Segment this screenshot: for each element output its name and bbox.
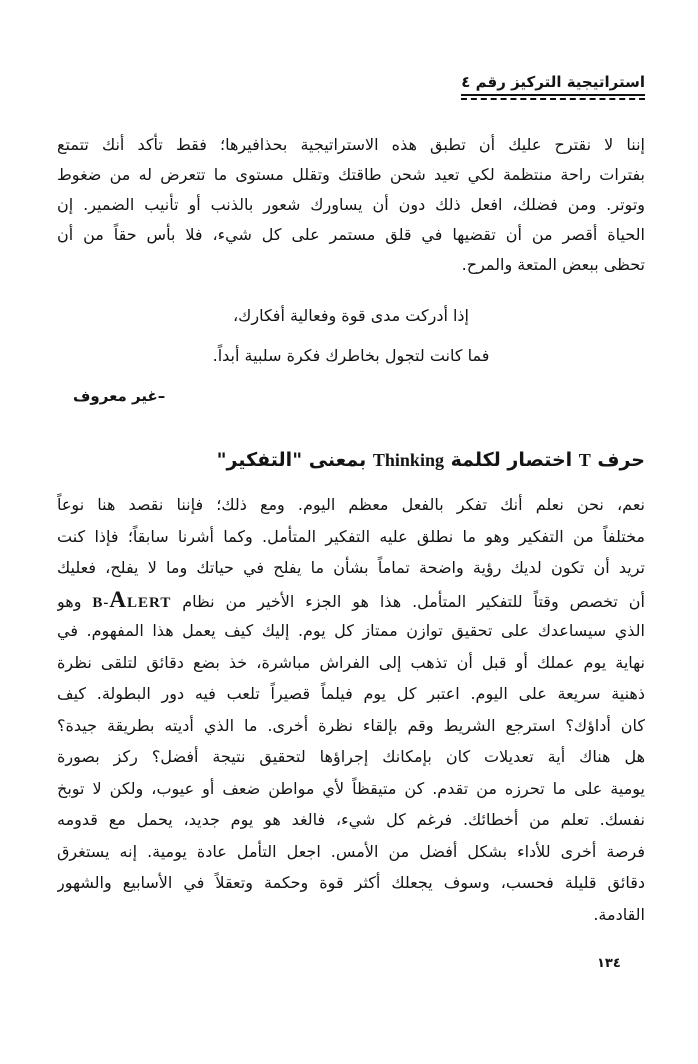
balert-logo-a: A	[109, 586, 127, 612]
text-line: نفسك. تعلم من أخطائك. فرغم كل شيء، فالغد هو يوم جديد، يحمل مع قدومه	[57, 810, 645, 829]
running-head-title: استراتيجية التركيز رقم ٤	[461, 73, 645, 96]
paragraph-body	[57, 489, 645, 930]
text-line: ذهنية سريعة على اليوم. اعتبر كل يوم فيلماً قصيراً تلعب فيه دور البطولة. كيف	[57, 684, 645, 703]
balert-logo	[92, 586, 172, 612]
heading-word-thinking: Thinking	[372, 450, 444, 470]
text-line: كان أداؤك؟ استرجع الشريط وقم بإلقاء نظرة أخرى. ما الذي أديته بطريقة جيدة؟	[57, 715, 645, 735]
text-line-balert	[57, 584, 645, 616]
heading-letter-t: T	[578, 450, 591, 470]
balert-logo-b: B-	[92, 594, 110, 611]
quote-attribution: –غير معروف	[73, 387, 166, 405]
page-number: ١٣٤	[597, 956, 621, 971]
text-line: تحظى ببعض المتعة والمرح.	[461, 255, 645, 274]
heading-arabic-mid: اختصار لكلمة	[443, 449, 579, 471]
text-line: الحياة أقصر من أن تقضيها في قلق مستمر على كل شيء، فلا بأس حقاً من أن	[57, 225, 645, 244]
text-line: هل هناك أية تعديلات كان بإمكانك إجراؤها لتحقيق نتيجة أفضل؟ ركز بصورة	[57, 747, 645, 766]
balert-line-before: أن تخصص وقتاً للتفكير المتأمل. هذا هو الجزء الأخير من نظام	[171, 591, 645, 611]
running-head	[461, 72, 645, 100]
text-line: فرصة أخرى للأداء بشكل أفضل من الأمس. اجعل التأمل عادة يومية. إنه يستغرق	[57, 841, 645, 861]
text-line: مختلفاً من التفكير وهو ما نطلق عليه التفكير المتأمل. وكما أشرنا سابقاً؛ فإذا كنت	[57, 526, 645, 546]
text-line: القادمة.	[593, 904, 645, 924]
quote-block	[57, 296, 645, 376]
text-line: بفترات راحة منتظمة لكي تعيد شحن طاقتك وتقلل مستوى ما تتعرض له من ضغوط	[57, 165, 645, 184]
heading-arabic-pre: حرف	[590, 449, 645, 471]
quote-line: إذا أدركت مدى قوة وفعالية أفكارك،	[233, 306, 469, 325]
balert-line-after: وهو	[57, 591, 93, 611]
quote-line: فما كانت لتجول بخاطرك فكرة سلبية أبداً.	[212, 346, 490, 365]
paragraph-intro	[57, 130, 645, 280]
section-heading	[57, 438, 645, 482]
text-line: دقائق قليلة فحسب، وسوف يجعلك أكثر قوة وحكمة وتعقلاً في الأسابيع والشهور	[57, 873, 645, 892]
text-line: وتوتر. ومن فضلك، افعل ذلك دون أن يساورك شعور بالذنب أو تأنيب الضمير. إن	[57, 195, 645, 214]
text-line: يومية على ما تحرزه من تقدم. كن متيقظاً لأي مواطن ضعف أو عيوب، ولكن لا توبخ	[57, 778, 645, 798]
balert-logo-lert: LERT	[127, 594, 172, 611]
text-line: نعم، نحن نعلم أنك تفكر بالفعل معظم اليوم. ومع ذلك؛ فإننا نقصد هنا نوعاً	[57, 495, 645, 514]
text-line: تريد أن تكون لديك رؤية واضحة تماماً بشأن ما يفلح في حياتك وما لا يفلح، فعليك	[57, 558, 645, 577]
text-line: نهاية يوم عملك أو قبل أن تذهب إلى الفراش مباشرة، خذ بضع دقائق لتلقى نظرة	[57, 652, 645, 672]
heading-arabic-post: بمعنى "التفكير"	[216, 449, 373, 471]
text-line: الذي سيساعدك على تحقيق توازن ممتاز كل يوم. إليك كيف يعمل هذا المفهوم. في	[57, 621, 645, 640]
text-line: إننا لا نقترح عليك أن تطبق هذه الاستراتيجية بحذافيرها؛ فقط تأكد أنك تتمتع	[57, 135, 645, 154]
